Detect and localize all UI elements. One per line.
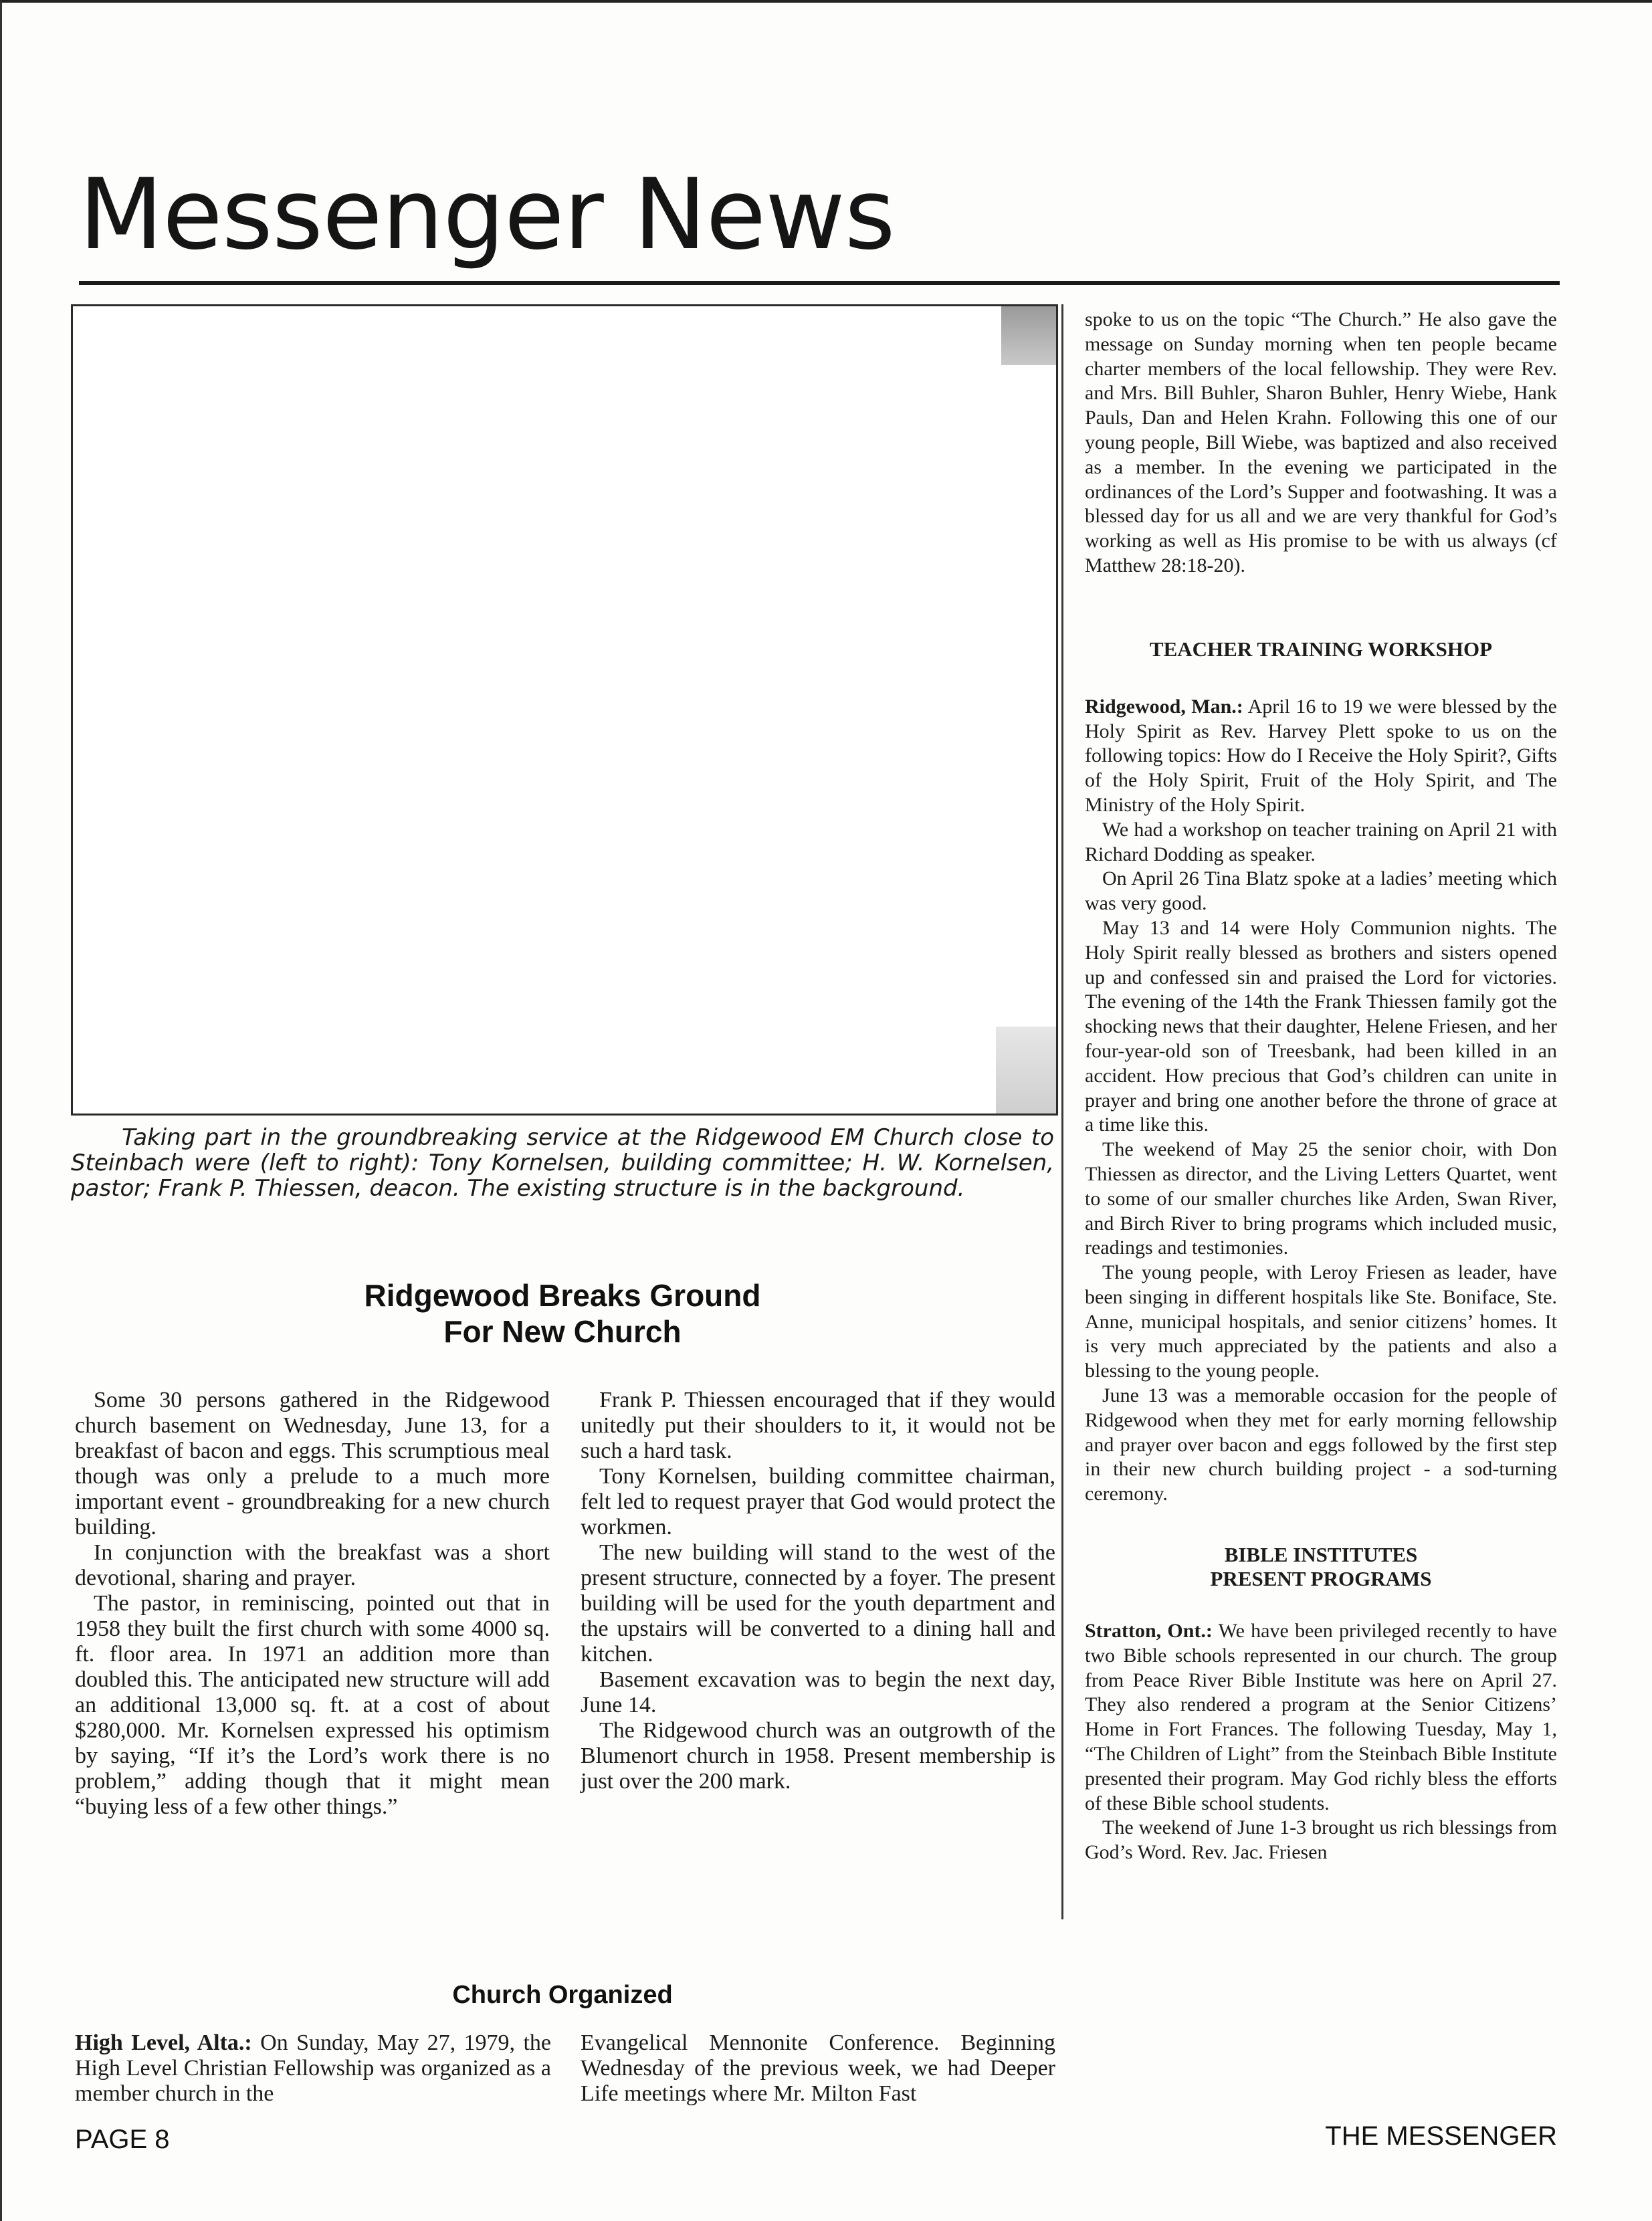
- photo-shading-top: [1001, 306, 1056, 365]
- masthead-title: Messenger News: [79, 158, 895, 272]
- article-paragraph: Basement excavation was to begin the next day, June 14.: [581, 1667, 1055, 1717]
- teacher-paragraph: On April 26 Tina Blatz spoke at a ladies’ meeting which was very good.: [1085, 867, 1557, 915]
- church-organized-text-left: On Sunday, May 27, 1979, the High Level Christian Fellowship was organized as a member church in the: [75, 2030, 551, 2106]
- photo-caption: Taking part in the groundbreaking service at the Ridgewood EM Church close to Steinbach were (left to right): Tony Kornelsen, building committee; H. W. Kornelsen, pastor; Frank P. Thiessen, deacon. The existing structure is in the background.: [71, 1124, 1054, 1202]
- masthead-rule: [79, 281, 1560, 285]
- article-column-right: [581, 1388, 1055, 1794]
- church-organized-headline: Church Organized: [452, 1981, 673, 2009]
- dateline-stratton: Stratton, Ont.:: [1085, 1620, 1213, 1643]
- bible-heading-line-2: PRESENT PROGRAMS: [1210, 1567, 1432, 1591]
- article-paragraph: Some 30 persons gathered in the Ridgewood church basement on Wednesday, June 13, for a breakfast of bacon and eggs. This scrumptious meal though was only a prelude to a much more important event - groundbreaking for a new church building.: [75, 1388, 550, 1540]
- teacher-paragraph: May 13 and 14 were Holy Communion nights. The Holy Spirit really blessed as brothers and sisters opened up and confessed sin and praised the Lord for victories. The evening of the 14th the Frank Thiessen family got the shocking news that their daughter, Helene Friesen, and her four-year-old son of Treesbank, had been killed in an accident. How precious that God’s children can unite in prayer and bring one another before the throne of grace at a time like this.: [1085, 916, 1557, 1136]
- teacher-paragraph: The weekend of May 25 the senior choir, with Don Thiessen as director, and the Living Letters Quartet, went to some of our smaller churches like Arden, Swan River, and Birch River to bring programs which included music, readings and testimonies.: [1085, 1138, 1557, 1259]
- teacher-paragraph: [1085, 695, 1557, 818]
- bible-heading-line-1: BIBLE INSTITUTES: [1224, 1543, 1418, 1567]
- article-paragraph: The Ridgewood church was an outgrowth of the Blumenort church in 1958. Present membership is just over the 200 mark.: [581, 1718, 1055, 1794]
- right-column: [1085, 308, 1557, 1865]
- article-paragraph: In conjunction with the breakfast was a short devotional, sharing and prayer.: [75, 1540, 550, 1590]
- teacher-training-heading: TEACHER TRAINING WORKSHOP: [1149, 637, 1493, 661]
- bible-paragraph-text: We have been privileged recently to have two Bible schools represented in our church. The group from Peace River Bible Institute was here on April 27. They also rendered a program at the Senior Citizens’ Home in Fort Frances. The following Tuesday, May 1, “The Children of Light” from the Steinbach Bible Institute presented their program. May God richly bless the efforts of these Bible school students.: [1085, 1620, 1557, 1814]
- headline-line-1: Ridgewood Breaks Ground: [364, 1278, 761, 1313]
- church-organized-column-left: [75, 2030, 551, 2107]
- teacher-paragraph: June 13 was a memorable occasion for the people of Ridgewood when they met for early morning fellowship and prayer over bacon and eggs followed by the first step in their new church building project - a sod-turning ceremony.: [1085, 1384, 1557, 1505]
- dateline-high-level: High Level, Alta.:: [75, 2030, 252, 2055]
- church-organized-column-right: [581, 2030, 1055, 2107]
- church-organized-paragraph: [75, 2030, 551, 2107]
- bible-paragraph: [1085, 1619, 1557, 1816]
- article-paragraph: The pastor, in reminiscing, pointed out that in 1958 they built the first church with some 4000 sq. ft. floor area. In 1971 an addition more than doubled this. The anticipated new structure will add an additional 13,000 sq. ft. at a cost of about $280,000. Mr. Kornelsen expressed his optimism by saying, “If it’s the Lord’s work there is no problem,” adding though that it might mean “buying less of a few other things.”: [75, 1591, 550, 1819]
- article-column-left: [75, 1388, 550, 1820]
- headline-line-2: For New Church: [443, 1314, 682, 1349]
- article-paragraph: Frank P. Thiessen encouraged that if they would unitedly put their shoulders to it, it would not be such a hard task.: [581, 1388, 1055, 1463]
- teacher-paragraph-text: April 16 to 19 we were blessed by the Holy Spirit as Rev. Harvey Plett spoke to us on the following topics: How do I Receive the Holy Spirit?, Gifts of the Holy Spirit, Fruit of the Holy Spirit, and The Ministry of the Holy Spirit.: [1085, 695, 1557, 816]
- dateline-ridgewood: Ridgewood, Man.:: [1085, 695, 1243, 718]
- photo-shading-bottom: [996, 1027, 1056, 1114]
- article-headline: [71, 1277, 1054, 1350]
- article-paragraph: Tony Kornelsen, building committee chairman, felt led to request prayer that God would protect the workmen.: [581, 1464, 1055, 1540]
- article-paragraph: The new building will stand to the west of the present structure, connected by a foyer. The present building will be used for the youth department and the upstairs will be converted to a dining hall and kitchen.: [581, 1540, 1055, 1667]
- groundbreaking-photo: [71, 304, 1058, 1116]
- bible-paragraph: The weekend of June 1-3 brought us rich blessings from God’s Word. Rev. Jac. Friesen: [1085, 1816, 1557, 1864]
- continued-paragraph: spoke to us on the topic “The Church.” He also gave the message on Sunday morning when ten people became charter members of the local fellowship. They were Rev. and Mrs. Bill Buhler, Sharon Buhler, Henry Wiebe, Hank Pauls, Dan and Helen Krahn. Following this one of our young people, Bill Wiebe, was baptized and also received as a member. In the evening we participated in the ordinances of the Lord’s Supper and footwashing. It was a blessed day for us all and we are very thankful for God’s working as well as His promise to be with us always (cf Matthew 28:18-20).: [1085, 308, 1557, 576]
- teacher-paragraph: We had a workshop on teacher training on April 21 with Richard Dodding as speaker.: [1085, 818, 1557, 865]
- column-divider: [1061, 304, 1063, 1919]
- teacher-paragraph: The young people, with Leroy Friesen as leader, have been singing in different hospitals like Ste. Boniface, Ste. Anne, municipal hospitals, and senior citizens’ homes. It is very much appreciated by the patients and also a blessing to the young people.: [1085, 1261, 1557, 1382]
- bible-institutes-heading: [1085, 1543, 1557, 1591]
- page-number: PAGE 8: [75, 2125, 170, 2154]
- church-organized-text-right: Evangelical Mennonite Conference. Beginning Wednesday of the previous week, we had Deeper Life meetings where Mr. Milton Fast: [581, 2030, 1055, 2106]
- publication-name: THE MESSENGER: [1325, 2121, 1557, 2151]
